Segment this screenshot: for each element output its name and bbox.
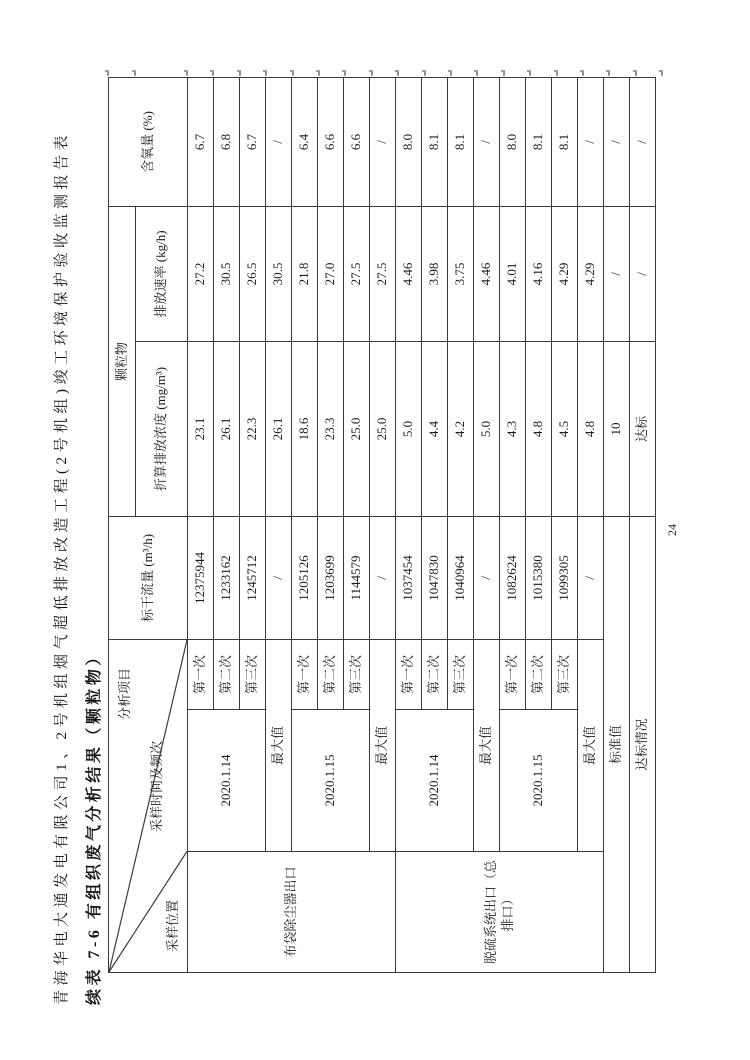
scan-tick (212, 70, 214, 76)
rate-cell: 4.46 (396, 206, 422, 341)
conc-cell: 10 (604, 341, 630, 516)
conc-cell: 23.1 (188, 341, 214, 516)
table-row-standard (604, 77, 630, 972)
diagonal-header-cell (109, 639, 188, 972)
page-number: 24 (665, 524, 679, 536)
flow-cell: 1037454 (396, 516, 422, 639)
flow-cell: / (474, 516, 500, 639)
rate-cell: / (604, 206, 630, 341)
oxygen-cell: 6.4 (292, 77, 318, 206)
run-label-cell: 第三次 (240, 639, 266, 709)
rate-cell: 3.75 (448, 206, 474, 341)
run-label-cell: 第二次 (214, 639, 240, 709)
conc-cell: 25.0 (370, 341, 396, 516)
flow-cell: 1099305 (552, 516, 578, 639)
conc-cell: 4.5 (552, 341, 578, 516)
rate-cell: 27.5 (370, 206, 396, 341)
oxygen-cell: 6.6 (318, 77, 344, 206)
flow-cell: / (370, 516, 396, 639)
date-cell: 2020.1.14 (396, 710, 474, 852)
rate-cell: 4.29 (552, 206, 578, 341)
scan-tick (344, 70, 346, 76)
flow-cell: 1205126 (292, 516, 318, 639)
flow-cell: 1144579 (344, 516, 370, 639)
column-header-rate: 排放速率 (kg/h) (136, 206, 188, 341)
compliance-label-cell: 达标情况 (630, 516, 656, 972)
scan-tick (582, 70, 584, 76)
rate-cell: 3.98 (422, 206, 448, 341)
rate-cell: 27.0 (318, 206, 344, 341)
table-row-compliance (630, 77, 656, 972)
oxygen-cell: / (266, 77, 292, 206)
table-row-max (578, 77, 604, 972)
flow-cell: 1015380 (526, 516, 552, 639)
conc-cell: 25.0 (344, 341, 370, 516)
max-label-cell: 最大值 (370, 639, 396, 851)
flow-cell: / (578, 516, 604, 639)
scan-tick (318, 70, 320, 76)
rate-cell: 30.5 (266, 206, 292, 341)
diagonal-label-time: 采样时间及频次 (149, 740, 164, 832)
oxygen-cell: 6.6 (344, 77, 370, 206)
rate-cell: 26.5 (240, 206, 266, 341)
scan-tick (661, 70, 663, 76)
oxygen-cell: 8.1 (526, 77, 552, 206)
scan-tick (476, 70, 478, 76)
flow-cell: / (266, 516, 292, 639)
results-table (108, 77, 656, 973)
run-label-cell: 第二次 (422, 639, 448, 709)
scan-tick (186, 70, 188, 76)
scan-tick (107, 70, 109, 76)
diagonal-label-analysis: 分析项目 (117, 667, 132, 720)
run-label-cell: 第二次 (318, 639, 344, 709)
scan-tick (503, 70, 505, 76)
run-label-cell: 第三次 (344, 639, 370, 709)
rate-cell: 21.8 (292, 206, 318, 341)
run-label-cell: 第二次 (526, 639, 552, 709)
column-header-oxygen: 含氧量 (%) (109, 77, 188, 206)
conc-cell: 26.1 (266, 341, 292, 516)
location-cell: 布袋除尘器出口 (188, 852, 396, 973)
run-label-cell: 第三次 (552, 639, 578, 709)
standard-label-cell: 标准值 (604, 516, 630, 972)
conc-cell: 18.6 (292, 341, 318, 516)
rate-cell: 30.5 (214, 206, 240, 341)
oxygen-cell: 8.1 (422, 77, 448, 206)
date-cell: 2020.1.15 (500, 710, 578, 852)
document-title: 青海华电大通发电有限公司1、2号机组烟气超低排放改造工程(2号机组)竣工环境保护验收监测报告表 (54, 131, 70, 1005)
rate-cell: / (630, 206, 656, 341)
conc-cell: 4.8 (578, 341, 604, 516)
scan-tick (450, 70, 452, 76)
oxygen-cell: / (474, 77, 500, 206)
conc-cell: 23.3 (318, 341, 344, 516)
run-label-cell: 第一次 (292, 639, 318, 709)
table-caption: 续表 7-6 有组织废气分析结果（颗粒物） (86, 646, 103, 1005)
column-header-group-particulate: 颗粒物 (109, 206, 136, 516)
max-label-cell: 最大值 (266, 639, 292, 851)
oxygen-cell: 6.7 (240, 77, 266, 206)
rate-cell: 4.16 (526, 206, 552, 341)
oxygen-cell: 8.1 (552, 77, 578, 206)
flow-cell: 1203699 (318, 516, 344, 639)
diagonal-label-location: 采样位置 (164, 899, 180, 952)
table-row (188, 77, 214, 972)
rate-cell: 27.5 (344, 206, 370, 341)
oxygen-cell: 6.8 (214, 77, 240, 206)
run-label-cell: 第一次 (396, 639, 422, 709)
conc-cell: 4.8 (526, 341, 552, 516)
scan-tick (608, 70, 610, 76)
conc-cell: 5.0 (396, 341, 422, 516)
run-label-cell: 第一次 (500, 639, 526, 709)
conc-cell: 5.0 (474, 341, 500, 516)
rate-cell: 4.29 (578, 206, 604, 341)
column-header-concentration: 折算排放浓度 (mg/m³) (136, 341, 188, 516)
scan-tick (556, 70, 558, 76)
table-row (292, 77, 318, 972)
table-row (396, 77, 422, 972)
date-cell: 2020.1.14 (188, 710, 266, 852)
flow-cell: 1233162 (214, 516, 240, 639)
oxygen-cell: 8.1 (448, 77, 474, 206)
date-cell: 2020.1.15 (292, 710, 370, 852)
table-row-max (474, 77, 500, 972)
flow-cell: 1245712 (240, 516, 266, 639)
scan-tick (134, 70, 136, 76)
oxygen-cell: / (630, 77, 656, 206)
flow-cell: 12375944 (188, 516, 214, 639)
max-label-cell: 最大值 (474, 639, 500, 851)
location-cell: 脱硫系统出口（总排口） (396, 852, 604, 973)
oxygen-cell: / (370, 77, 396, 206)
rate-cell: 27.2 (188, 206, 214, 341)
scan-tick (529, 70, 531, 76)
conc-cell: 达标 (630, 341, 656, 516)
scan-tick (635, 70, 637, 76)
conc-cell: 26.1 (214, 341, 240, 516)
scan-tick (265, 70, 267, 76)
column-header-flow: 标干流量 (m³/h) (109, 516, 188, 639)
oxygen-cell: / (604, 77, 630, 206)
rate-cell: 4.01 (500, 206, 526, 341)
scan-tick (397, 70, 399, 76)
rate-cell: 4.46 (474, 206, 500, 341)
oxygen-cell: 8.0 (500, 77, 526, 206)
oxygen-cell: / (578, 77, 604, 206)
scan-tick (424, 70, 426, 76)
oxygen-cell: 8.0 (396, 77, 422, 206)
table-row-max (370, 77, 396, 972)
flow-cell: 1040964 (448, 516, 474, 639)
flow-cell: 1082624 (500, 516, 526, 639)
flow-cell: 1047830 (422, 516, 448, 639)
table-row-max (266, 77, 292, 972)
table-row (500, 77, 526, 972)
oxygen-cell: 6.7 (188, 77, 214, 206)
scan-tick (292, 70, 294, 76)
header-row-1 (109, 77, 136, 972)
conc-cell: 22.3 (240, 341, 266, 516)
conc-cell: 4.4 (422, 341, 448, 516)
run-label-cell: 第三次 (448, 639, 474, 709)
scan-tick (239, 70, 241, 76)
conc-cell: 4.2 (448, 341, 474, 516)
scan-tick (371, 70, 373, 76)
max-label-cell: 最大值 (578, 639, 604, 851)
conc-cell: 4.3 (500, 341, 526, 516)
run-label-cell: 第一次 (188, 639, 214, 709)
